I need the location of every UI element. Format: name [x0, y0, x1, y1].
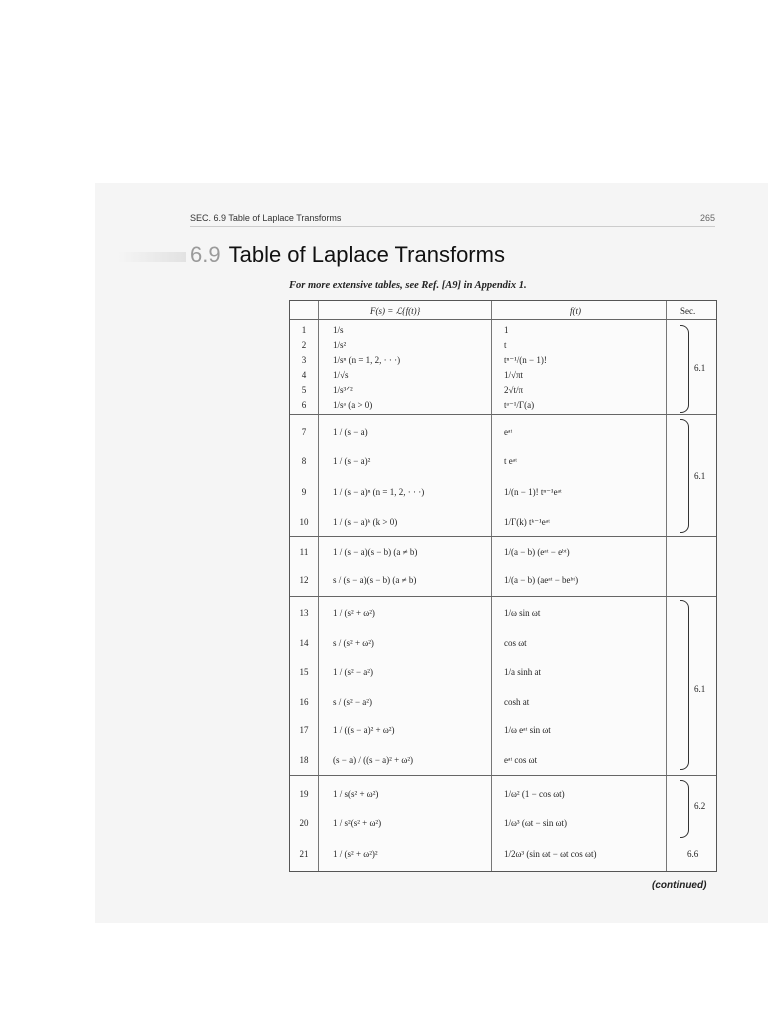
column-divider	[318, 301, 319, 871]
column-divider	[491, 301, 492, 871]
column-header-f: f(t)	[570, 306, 581, 316]
transform-F: 1 / (s − a)²	[333, 456, 371, 466]
transform-F: s / (s² + ω²)	[333, 638, 374, 648]
function-f: tⁿ⁻¹/(n − 1)!	[504, 355, 547, 365]
function-f: 1/ω³ (ωt − sin ωt)	[504, 818, 568, 828]
continued-note: (continued)	[652, 880, 707, 891]
function-f: 1	[504, 325, 509, 335]
group-separator	[290, 414, 716, 415]
transform-F: 1 / (s² + ω²)	[333, 608, 375, 618]
transform-F: 1 / s(s² + ω²)	[333, 789, 379, 799]
function-f: 1/2ω³ (sin ωt − ωt cos ωt)	[504, 849, 597, 859]
transform-F: 1/sⁿ (n = 1, 2, · · ·)	[333, 355, 401, 365]
group-separator	[290, 596, 716, 597]
title-fade-bar	[118, 252, 186, 262]
function-f: cosh at	[504, 697, 530, 707]
group-brace	[680, 419, 689, 533]
page-number: 265	[699, 213, 715, 223]
transform-F: 1 / ((s − a)² + ω²)	[333, 725, 395, 735]
table-note: For more extensive tables, see Ref. [A9] in Appendix 1.	[289, 280, 527, 291]
function-f: t eᵃᵗ	[504, 456, 517, 466]
group-separator	[290, 775, 716, 776]
column-divider	[666, 301, 667, 871]
running-header-section: SEC. 6.9 Table of Laplace Transforms	[190, 213, 342, 223]
column-header-sec: Sec.	[680, 306, 696, 316]
function-f: 1/(n − 1)! tⁿ⁻¹eᵃᵗ	[504, 487, 562, 497]
section-title-text: Table of Laplace Transforms	[228, 242, 505, 267]
function-f: tᵃ⁻¹/Γ(a)	[504, 400, 535, 410]
function-f: 1/ω sin ωt	[504, 608, 541, 618]
header-rule	[190, 226, 715, 227]
transform-F: 1/sᵃ (a > 0)	[333, 400, 373, 410]
group-separator	[290, 536, 716, 537]
transform-F: s / (s − a)(s − b) (a ≠ b)	[333, 575, 417, 585]
transform-F: 1/√s	[333, 370, 349, 380]
function-f: 1/a sinh at	[504, 667, 541, 677]
function-f: t	[504, 340, 507, 350]
transform-F: 1/s	[333, 325, 344, 335]
transform-F: (s − a) / ((s − a)² + ω²)	[333, 755, 414, 765]
sec-label: 6.2	[694, 801, 706, 811]
group-brace	[680, 780, 689, 838]
function-f: cos ωt	[504, 638, 527, 648]
transform-F: 1 / (s − a)(s − b) (a ≠ b)	[333, 547, 418, 557]
transform-F: s / (s² − a²)	[333, 697, 372, 707]
column-header-F: F(s) = ℒ{f(t)}	[370, 306, 421, 316]
transform-F: 1 / (s² + ω²)²	[333, 849, 378, 859]
sec-label: 6.1	[694, 363, 706, 373]
group-brace	[680, 325, 689, 413]
laplace-table: F(s) = ℒ{f(t)} f(t) Sec. 6.1 6.1 6.1 6.2 6.6 1 1/s 1 2 1/s² t 3 1/sⁿ (n = 1, 2, · · ·) tⁿ⁻¹/(n − 1)! 4 1/√s 1/√πt 5 1/s³ᐟ² 2√t/π 6 1/sᵃ (a > 0) tᵃ⁻¹/Γ(a) 7 1 / (s − a) eᵃᵗ 8 1 / (s − a)² t eᵃᵗ 9 1 / (s − a)ⁿ (n = 1, 2, · · ·) 1/(n − 1)! tⁿ⁻¹eᵃᵗ 10 1 / (s − a)ᵏ (k > 0) 1/Γ(k) tᵏ⁻¹eᵃᵗ 11 1 / (s − a)(s − b) (a ≠ b) 1/(a − b) (eᵃᵗ − eᵇᵗ) 12 s / (s − a)(s − b) (a ≠ b) 1/(a − b) (aeᵃᵗ − beᵇᵗ) 13 1 / (s² + ω²) 1/ω sin ωt 14 s / (s² + ω²) cos ωt 15 1 / (s² − a²) 1/a sinh at 16 s / (s² − a²) cosh at 17 1 / ((s − a)² + ω²) 1/ω eᵃᵗ sin ωt 18 (s − a) / ((s − a)² + ω²) eᵃᵗ cos ωt 19 1 / s(s² + ω²) 1/ω² (1 − cos ωt) 20 1 / s²(s² + ω²) 1/ω³ (ωt − sin ωt) 21 1 / (s² + ω²)² 1/2ω³ (sin ωt − ωt cos ωt)	[289, 300, 717, 872]
transform-F: 1 / (s − a)	[333, 427, 368, 437]
transform-F: 1/s³ᐟ²	[333, 385, 353, 395]
function-f: 1/√πt	[504, 370, 523, 380]
sec-label: 6.1	[694, 684, 706, 694]
function-f: eᵃᵗ	[504, 427, 513, 437]
transform-F: 1 / s²(s² + ω²)	[333, 818, 382, 828]
group-brace	[680, 600, 689, 770]
sec-label: 6.6	[687, 849, 699, 859]
transform-F: 1 / (s − a)ᵏ (k > 0)	[333, 517, 398, 527]
section-number: 6.9	[190, 242, 221, 267]
sec-label: 6.1	[694, 471, 706, 481]
function-f: 2√t/π	[504, 385, 523, 395]
function-f: 1/ω² (1 − cos ωt)	[504, 789, 565, 799]
function-f: 1/(a − b) (eᵃᵗ − eᵇᵗ)	[504, 547, 570, 557]
function-f: 1/(a − b) (aeᵃᵗ − beᵇᵗ)	[504, 575, 579, 585]
section-title	[190, 242, 505, 268]
transform-F: 1 / (s² − a²)	[333, 667, 373, 677]
header-separator	[290, 319, 716, 320]
function-f: eᵃᵗ cos ωt	[504, 755, 538, 765]
function-f: 1/Γ(k) tᵏ⁻¹eᵃᵗ	[504, 517, 550, 527]
transform-F: 1/s²	[333, 340, 347, 350]
transform-F: 1 / (s − a)ⁿ (n = 1, 2, · · ·)	[333, 487, 425, 497]
function-f: 1/ω eᵃᵗ sin ωt	[504, 725, 551, 735]
